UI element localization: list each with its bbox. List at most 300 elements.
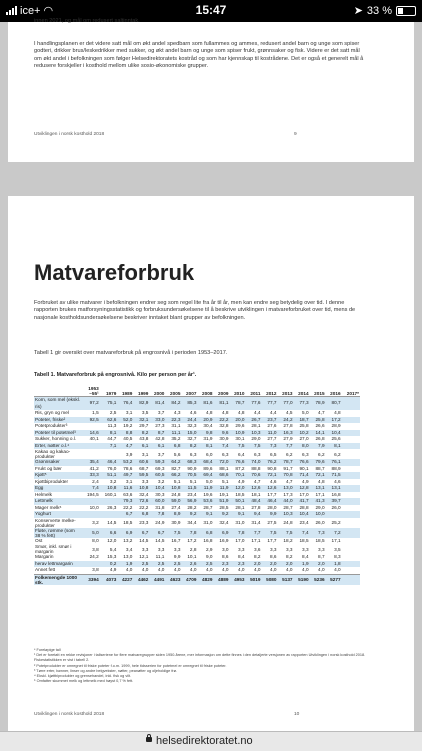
table-cell: 79,3 — [117, 498, 133, 505]
table-cell: 88,7 — [315, 465, 325, 471]
table-cell: 8,6 — [270, 554, 277, 559]
row-label: Sukker, honning o.l. — [35, 436, 77, 441]
table-cell: 2,0 — [278, 561, 294, 568]
table-cell: 17,0 — [299, 491, 309, 497]
table-cell: 27,8 — [283, 423, 293, 428]
table-cell: 3,5 — [141, 410, 149, 415]
row-label: Ost — [35, 537, 43, 543]
table-cell: 2,6 — [181, 561, 197, 568]
table-cell: 53,2 — [117, 459, 133, 466]
row-label: Annet fett — [35, 567, 56, 572]
table-cell — [342, 518, 360, 528]
table-cell: 8,1 — [326, 443, 342, 450]
table-cell: 68,6 — [213, 472, 229, 479]
table-cell: 28,1 — [235, 504, 245, 510]
table-cell: 6,3 — [253, 451, 261, 457]
table-cell: 4,0 — [237, 567, 245, 572]
table-cell: 76,4 — [117, 397, 133, 411]
table-cell: 29,0 — [251, 436, 261, 441]
table-cell: 11,9 — [213, 485, 229, 492]
row-label: Kakao og kakao-produkter — [35, 449, 71, 459]
table-row — [34, 567, 360, 574]
table-cell: 3,9 — [125, 451, 133, 457]
table-cell: 29,0 — [315, 504, 325, 510]
table-cell: 9,1 — [229, 511, 245, 518]
table-cell: 2,8 — [189, 546, 197, 552]
table-cell: 18,5 — [235, 491, 245, 497]
table-cell: 9,2 — [181, 511, 197, 518]
table-cell: 78,6 — [123, 465, 133, 471]
table-cell: 77,7 — [262, 397, 278, 411]
table-cell: 34,4 — [187, 520, 197, 525]
row-label: Smør, inkl. smør i margarin — [35, 544, 72, 554]
table-cell: 70,1 — [229, 472, 245, 479]
column-header: 2013 — [278, 382, 294, 397]
row-label: Mager melk⁶ — [35, 504, 62, 510]
column-header: 2012 — [262, 382, 278, 397]
table-cell: 7,3 — [310, 528, 326, 538]
table-cell: 81,6 — [197, 397, 213, 411]
table-cell: 6,2 — [286, 451, 293, 457]
table-cell: 3,3 — [157, 546, 165, 552]
table-cell: 2,3 — [229, 561, 245, 568]
table-cell: 8,2 — [286, 554, 293, 559]
table-cell: 6,3 — [221, 451, 229, 457]
table-cell: 81,1 — [213, 397, 229, 411]
row-label: Frukt og bær — [35, 465, 62, 471]
table-cell — [82, 449, 100, 459]
table-cell: 4,0 — [302, 567, 309, 572]
row-label: Grønnsaker — [34, 459, 82, 466]
column-header: 2009 — [213, 382, 229, 397]
table-cell: 5277 — [326, 574, 342, 585]
row-label: Egg — [34, 485, 82, 492]
table-cell — [342, 528, 360, 538]
table-cell: 11,5 — [181, 485, 197, 492]
page9-top-line: innen 2021, og mål om redusert saltinntak. — [34, 18, 140, 24]
table-cell: 25,6 — [331, 436, 341, 441]
table-cell: 6,3 — [189, 451, 197, 457]
table-cell: 7,5 — [165, 528, 181, 538]
column-header: 2017* — [342, 382, 360, 397]
table-cell: 4,8 — [318, 478, 325, 484]
table-cell: 2,5 — [165, 561, 181, 568]
table-cell: 41,3 — [310, 498, 326, 505]
table-cell: 10,4 — [326, 430, 342, 437]
table-cell: 92,5 — [82, 417, 100, 424]
table-cell: 7,5 — [229, 443, 245, 450]
table-cell: 70,5 — [181, 472, 197, 479]
table-cell: 77,6 — [246, 397, 262, 411]
table-cell: 72,1 — [262, 472, 278, 479]
table-cell: 17,0 — [235, 537, 245, 543]
table-cell: 24,2 — [278, 417, 294, 424]
table-cell: 84,2 — [165, 397, 181, 411]
row-label: Kjøttbiprodukter — [35, 478, 69, 484]
battery-icon — [396, 6, 416, 16]
table-cell: 2,0 — [262, 561, 278, 568]
table-cell: 8,2 — [133, 430, 149, 437]
table-cell: 27,4 — [171, 504, 181, 510]
table-cell: 68,4 — [197, 459, 213, 466]
table-cell: 8,4 — [237, 554, 245, 559]
column-header: 1979 — [100, 382, 118, 397]
table-cell: 81,4 — [149, 397, 165, 411]
table-cell: 2,0 — [310, 561, 326, 568]
table-cell: 15,0 — [181, 430, 197, 437]
table-cell: 3,7 — [157, 451, 165, 457]
table-cell: 17,7 — [267, 537, 277, 543]
table-cell: 3,1 — [125, 478, 133, 484]
table-cell: 3,0 — [221, 546, 229, 552]
pdf-page-9[interactable] — [8, 18, 414, 162]
table-cell: 35,2 — [171, 436, 181, 441]
table-cell: 9,2 — [213, 511, 229, 518]
table-cell: 194,5 — [86, 491, 99, 497]
table-cell: 3,3 — [173, 546, 181, 552]
table-cell: 27,0 — [299, 436, 309, 441]
table-cell: 90,9 — [187, 465, 197, 471]
table-cell — [342, 574, 360, 585]
table-cell: 3,1 — [125, 410, 133, 415]
table-cell: 31,0 — [235, 520, 245, 525]
table-cell: 6,1 — [133, 443, 149, 450]
table-cell: 7,8 — [181, 528, 197, 538]
table-cell: 26,6 — [315, 423, 325, 428]
note-line: * Foreløpige tall — [34, 648, 61, 652]
table-cell: 4,6 — [189, 410, 197, 415]
table-cell: 26,0 — [331, 504, 341, 510]
table-cell: 11,1 — [165, 430, 181, 437]
table-cell: 72,0 — [213, 459, 229, 466]
table-cell: 79,6 — [310, 459, 326, 466]
table-cell: 15,3 — [107, 554, 117, 559]
table-cell: 24,8 — [171, 491, 181, 497]
table-cell: 5,1 — [189, 478, 197, 484]
table-cell: 3,3 — [237, 546, 245, 552]
table-cell: 3,3 — [318, 546, 325, 552]
page-title: Matvareforbruk — [34, 260, 195, 285]
row-label: Helmelk — [35, 491, 52, 497]
table-cell: 33,3 — [82, 472, 100, 479]
table-cell: 9,9 — [173, 554, 181, 559]
table-cell — [342, 397, 360, 411]
table-cell: 6,5 — [270, 451, 277, 457]
table-cell: 4829 — [197, 574, 213, 585]
table-cell: 4,0 — [253, 567, 261, 572]
table-cell: 4,0 — [141, 567, 149, 572]
table-cell: 12,0 — [229, 485, 245, 492]
table-cell: 2,5 — [133, 561, 149, 568]
table-cell: 72,1 — [310, 472, 326, 479]
table-cell: 2,5 — [109, 410, 117, 415]
table-cell — [100, 449, 118, 459]
pdf-page-10[interactable] — [8, 196, 414, 731]
table-cell: 14,1 — [310, 430, 326, 437]
table-cell: 6,6 — [100, 528, 118, 538]
table-cell: 77,0 — [278, 397, 294, 411]
table-cell — [342, 567, 360, 574]
table-cell: 12,8 — [294, 485, 310, 492]
table-cell: 41,7 — [294, 498, 310, 505]
table-cell: 6,2 — [318, 451, 325, 457]
table-cell: 4,8 — [221, 410, 229, 415]
table-cell: 32,1 — [133, 417, 149, 424]
table-cell: 4709 — [181, 574, 197, 585]
table-cell: 4889 — [213, 574, 229, 585]
table-cell: 4,0 — [125, 567, 133, 572]
table-cell: 4,0 — [189, 567, 197, 572]
table-cell: 4,9 — [237, 478, 245, 484]
table-cell: 59,0 — [165, 498, 181, 505]
table-cell: 3,2 — [92, 520, 99, 525]
wifi-icon: ◠ — [43, 5, 54, 17]
table-cell: 59,3 — [149, 459, 165, 466]
table-cell: 85,3 — [181, 397, 197, 411]
table-cell: 22,2 — [139, 504, 149, 510]
table-cell: 18,5 — [123, 520, 133, 525]
table-cell: 60,6 — [133, 459, 149, 466]
table-cell: 4,9 — [109, 567, 117, 572]
table-cell: 32,3 — [187, 423, 197, 428]
column-header: 2005 — [165, 382, 181, 397]
table-cell: 11,0 — [262, 430, 278, 437]
table-cell: 5,1 — [173, 478, 181, 484]
table-cell: 52,0 — [117, 417, 133, 424]
table-cell: 17,1 — [251, 537, 261, 543]
page10-footer: Utviklingen i norsk kosthold 2018 — [34, 712, 105, 717]
table-cell: 4,0 — [270, 567, 277, 572]
table-cell: 3,2 — [157, 478, 165, 484]
table-cell: 18,2 — [283, 537, 293, 543]
table-cell: 23,7 — [262, 417, 278, 424]
table-cell: 51,9 — [213, 498, 229, 505]
table-cell: 18,7 — [294, 417, 310, 424]
table-cell: 7,7 — [278, 443, 294, 450]
table-cell: 4,0 — [334, 567, 341, 572]
table-cell: 88,9 — [331, 465, 341, 471]
table-cell: 4,4 — [253, 410, 261, 415]
table-cell: 8,7 — [149, 430, 165, 437]
table-cell: 7,9 — [310, 443, 326, 450]
browser-address-bar[interactable] — [0, 731, 422, 751]
table-cell: 8,3 — [334, 554, 341, 559]
table-cell: 16,9 — [219, 537, 229, 543]
table-cell: 5,1 — [221, 478, 229, 484]
table-cell: 10,0 — [310, 511, 326, 518]
table-cell: 25,2 — [331, 520, 341, 525]
row-label: Poteter til potetmel³ — [34, 430, 82, 437]
table-cell: 64,2 — [165, 459, 181, 466]
table-cell: 1,8 — [326, 561, 342, 568]
table-cell: 9,9 — [262, 511, 278, 518]
table-cell: 51,1 — [100, 472, 118, 479]
table-cell: 6,9 — [117, 528, 133, 538]
table-cell: 88,1 — [219, 465, 229, 471]
table-cell: 24,8 — [283, 520, 293, 525]
table-cell: 16,7 — [171, 537, 181, 543]
table-cell: 3,8 — [92, 546, 99, 552]
table-cell: 26,3 — [107, 504, 117, 510]
table-cell: 91,7 — [283, 465, 293, 471]
table-cell: 3,3 — [141, 478, 149, 484]
column-header: 2015 — [310, 382, 326, 397]
table-cell: 24,9 — [155, 520, 165, 525]
table-cell: 3,3 — [141, 546, 149, 552]
table-cell: 8,7 — [318, 554, 325, 559]
table-cell: 13,2 — [123, 537, 133, 543]
table-row — [34, 544, 360, 554]
table-cell: 46,4 — [262, 498, 278, 505]
column-header: 2000 — [149, 382, 165, 397]
table-cell: 49,7 — [117, 472, 133, 479]
table-cell: 7,8 — [149, 511, 165, 518]
table-cell: 24,4 — [181, 417, 197, 424]
table-cell: 1,9 — [294, 561, 310, 568]
table-cell: 14,5 — [107, 520, 117, 525]
table-reference: Tabell 1 gir oversikt over matvareforbruk på engrosnivå i perioden 1953–2017. — [34, 350, 228, 356]
table-cell: 3,3 — [286, 546, 293, 552]
table-cell: 5137 — [278, 574, 294, 585]
row-label: Konserverte melke-produkter — [35, 517, 76, 528]
table-cell: 7,5 — [278, 528, 294, 538]
table-cell: 35,4 — [82, 459, 100, 466]
table-cell: 7,8 — [229, 528, 245, 538]
row-label: Korn, som mel (ekskl. ris) — [35, 397, 81, 409]
column-header: 1989 — [117, 382, 133, 397]
table-cell: 82,9 — [133, 397, 149, 411]
table-cell: 87,2 — [235, 465, 245, 471]
table-cell: 28,8 — [299, 504, 309, 510]
table-cell: 9,0 — [205, 554, 213, 559]
table-cell: 10,3 — [246, 430, 262, 437]
carrier-name: ice+ — [20, 4, 41, 17]
table-cell: 4,6 — [270, 478, 277, 484]
table-cell: 5,0 — [302, 410, 309, 415]
table-cell: 9,4 — [246, 511, 262, 518]
table-cell: 33,0 — [149, 417, 165, 424]
table-cell: 62,6 — [100, 417, 118, 424]
note-line: ¹ Det er foretatt en rekke revisjoner i tallseriene for flere matvaregrupper siden 1950-årene, mer informasjon om dette finnes i den detaljerte versjonen av rapporten Utviklingen i norsk kosthold 2018. Fiskestatistikken er vist i tabell 2. — [34, 653, 366, 663]
table-cell: 8,8 — [117, 430, 133, 437]
table-cell: 75,1 — [100, 397, 118, 411]
food-consumption-table — [34, 382, 360, 585]
table-cell: 13,1 — [326, 485, 342, 492]
table-cell: 42,8 — [155, 436, 165, 441]
table-cell: 4,0 — [221, 567, 229, 572]
column-header: 2011 — [246, 382, 262, 397]
url-text[interactable]: helsedirektoratet.no — [156, 735, 253, 747]
table-cell: 28,1 — [251, 423, 261, 428]
table-cell: 4,0 — [157, 567, 165, 572]
table-cell: 19,1 — [219, 491, 229, 497]
table-cell: 5190 — [294, 574, 310, 585]
column-header: 2014 — [294, 382, 310, 397]
table-body — [34, 397, 360, 585]
intro-paragraph: Forbruket av ulike matvarer i befolkningen endrer seg som regel lite fra år til år, men kan endre seg betydelig over tid. I denne rapporten brukes matforsyningsstatistikk og forbruksundersøkelsene til å beskrive utviklingen i matvareforbruket over tid, mens de nasjonale kostholdsundersøkelsene beskriver inntaket blant grupper av befolkningen. — [34, 300, 356, 321]
table-cell: 30,9 — [171, 520, 181, 525]
table-cell: 4623 — [165, 574, 181, 585]
table-cell: 28,2 — [187, 504, 197, 510]
table-cell: 160,1 — [104, 491, 117, 497]
table-cell: 6,9 — [213, 528, 229, 538]
table-row — [34, 449, 360, 459]
table-cell: 6,8 — [165, 443, 181, 450]
row-label: Fløte, rømme (som 38 % fett) — [34, 528, 82, 538]
column-header: 2007 — [181, 382, 197, 397]
table-cell: 78,7 — [229, 397, 245, 411]
table-cell: 3,6 — [253, 546, 261, 552]
table-cell: 26,0 — [315, 520, 325, 525]
table-cell: 8,6 — [221, 554, 229, 559]
clock: 15:47 — [195, 3, 227, 17]
table-cell: 80,7 — [326, 397, 342, 411]
table-cell: 97,2 — [82, 397, 100, 411]
table-cell: 8,1 — [197, 443, 213, 450]
table-cell: 50,1 — [229, 498, 245, 505]
table-cell: 3394 — [82, 574, 100, 585]
row-label: Kjøtt⁵ — [34, 472, 82, 479]
table-cell: 70,8 — [278, 472, 294, 479]
table-cell: 32,4 — [219, 520, 229, 525]
table-cell: 39,7 — [326, 498, 342, 505]
row-label: Ris, gryn og mel — [35, 410, 69, 415]
table-cell: 4,7 — [318, 410, 325, 415]
row-label: Lettmelk — [34, 498, 82, 505]
table-row — [34, 397, 360, 411]
table-cell: 16,3 — [278, 430, 294, 437]
table-cell: 6,4 — [237, 451, 245, 457]
table-cell: 13,0 — [123, 554, 133, 559]
row-label: herav lettmargarin — [34, 561, 82, 568]
table-cell: 18,5 — [315, 537, 325, 543]
table-cell: 26,7 — [246, 417, 262, 424]
table-cell: 3,5 — [334, 546, 341, 552]
table-cell: 28,9 — [331, 423, 341, 428]
table-cell: 4,3 — [173, 410, 181, 415]
note-line: ² Potetprodukter er omregnet til friske poteter f.o.m. 1999, hele tidsserien for potetmel er omregnet til friske poteter. — [34, 663, 227, 668]
table-cell: 89,6 — [203, 465, 213, 471]
table-cell: 3,3 — [302, 546, 309, 552]
table-cell: 22,3 — [165, 417, 181, 424]
table-cell: 25,8 — [310, 417, 326, 424]
table-cell: 26,8 — [315, 436, 325, 441]
table-cell: 17,2 — [187, 537, 197, 543]
table-cell: 44,0 — [278, 498, 294, 505]
table-cell: 10,1 — [187, 554, 197, 559]
table-cell: 10,4 — [149, 485, 165, 492]
table-cell: 7,2 — [326, 528, 342, 538]
table-cell: 60,0 — [149, 498, 165, 505]
table-cell: 8,2 — [181, 443, 197, 450]
table-cell: 2,3 — [213, 561, 229, 568]
table-cell: 10,4 — [294, 511, 310, 518]
table-cell — [342, 449, 360, 459]
table-cell: 18,5 — [299, 537, 309, 543]
table-cell: 31,1 — [171, 423, 181, 428]
table-cell: 40,1 — [89, 436, 99, 441]
table-cell: 43,8 — [139, 436, 149, 441]
table-cell: 27,3 — [155, 423, 165, 428]
table-cell: 8,2 — [253, 554, 261, 559]
table-cell: 19,6 — [203, 491, 213, 497]
table-cell: 3,1 — [141, 451, 149, 457]
table-cell: 27,5 — [267, 520, 277, 525]
column-header: 1999 — [133, 382, 149, 397]
table-cell: 6,3 — [302, 451, 309, 457]
table-cell: 2,4 — [92, 478, 99, 484]
table-cell: 31,0 — [203, 520, 213, 525]
